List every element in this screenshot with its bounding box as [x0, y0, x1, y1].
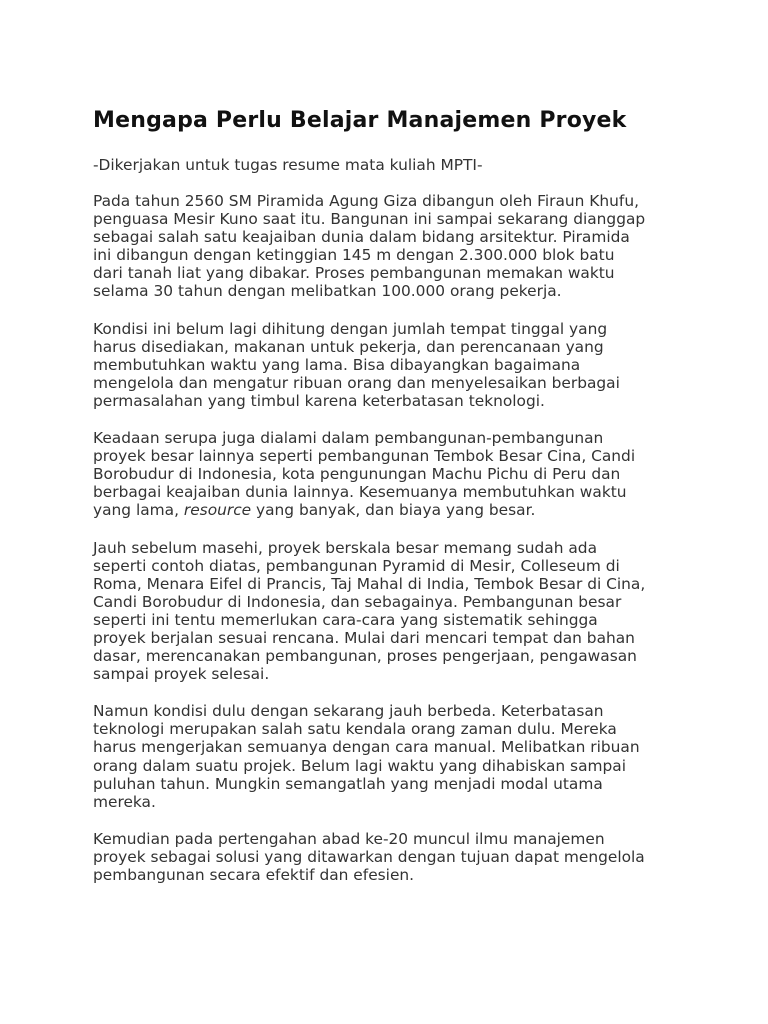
paragraph-line: Candi Borobudur di Indonesia, dan sebagainya. Pembangunan besar	[93, 592, 622, 611]
paragraph-line: penguasa Mesir Kuno saat itu. Bangunan ini sampai sekarang dianggap	[93, 210, 646, 229]
paragraph-line: Pada tahun 2560 SM Piramida Agung Giza dibangun oleh Firaun Khufu,	[93, 192, 639, 210]
paragraph-line: Borobudur di Indonesia, kota pengunungan Machu Pichu di Peru dan	[93, 465, 621, 484]
paragraph-line: proyek besar lainnya seperti pembangunan Tembok Besar Cina, Candi	[93, 447, 636, 466]
paragraph-line: Keadaan serupa juga dialami dalam pembangunan-pembangunan	[93, 429, 604, 448]
paragraph-line: proyek berjalan sesuai rencana. Mulai dari mencari tempat dan bahan	[93, 628, 635, 647]
paragraph-line: harus mengerjakan semuanya dengan cara manual. Melibatkan ribuan	[93, 738, 640, 757]
paragraph-5	[93, 702, 683, 811]
paragraph-line: mereka.	[93, 792, 156, 811]
paragraph-line: Roma, Menara Eifel di Prancis, Taj Mahal di India, Tembok Besar di Cina,	[93, 574, 646, 593]
paragraph-line: proyek sebagai solusi yang ditawarkan dengan tujuan dapat mengelola	[93, 847, 645, 866]
text-run: yang banyak, dan biaya yang besar.	[251, 501, 536, 520]
paragraph-line	[93, 501, 683, 519]
paragraph-line: Kondisi ini belum lagi dihitung dengan jumlah tempat tinggal yang	[93, 319, 608, 338]
paragraph-line: seperti contoh diatas, pembangunan Pyramid di Mesir, Colleseum di	[93, 556, 620, 575]
paragraph-line: harus disediakan, makanan untuk pekerja, dan perencanaan yang	[93, 337, 604, 356]
document-subtitle: -Dikerjakan untuk tugas resume mata kuliah MPTI-	[93, 156, 483, 174]
paragraph-2	[93, 320, 683, 410]
paragraph-line: ini dibangun dengan ketinggian 145 m dengan 2.300.000 blok batu	[93, 246, 615, 265]
paragraph-line: berbagai keajaiban dunia lainnya. Kesemuanya membutuhkan waktu	[93, 483, 627, 502]
paragraph-line: Namun kondisi dulu dengan sekarang jauh berbeda. Keterbatasan	[93, 702, 604, 721]
paragraph-line: seperti ini tentu memerlukan cara-cara yang sistematik sehingga	[93, 610, 598, 629]
paragraph-3	[93, 429, 683, 519]
paragraph-line: dari tanah liat yang dibakar. Proses pembangunan memakan waktu	[93, 264, 615, 283]
italic-term: resource	[183, 501, 252, 520]
document-body	[93, 106, 683, 903]
paragraph-line: sebagai salah satu keajaiban dunia dalam bidang arsitektur. Piramida	[93, 228, 630, 247]
paragraph-line: pembangunan secara efektif dan efesien.	[93, 866, 415, 884]
paragraph-line: puluhan tahun. Mungkin semangatlah yang menjadi modal utama	[93, 774, 603, 793]
paragraph-line: membutuhkan waktu yang lama. Bisa dibayangkan bagaimana	[93, 355, 581, 374]
text-run: yang lama,	[93, 501, 184, 520]
paragraph-line: selama 30 tahun dengan melibatkan 100.000 orang pekerja.	[93, 282, 562, 301]
paragraph-line: permasalahan yang timbul karena keterbatasan teknologi.	[93, 391, 545, 410]
paragraph-line: teknologi merupakan salah satu kendala orang zaman dulu. Mereka	[93, 720, 617, 739]
paragraph-4	[93, 539, 683, 684]
document-title: Mengapa Perlu Belajar Manajemen Proyek	[93, 108, 627, 133]
paragraph-1	[93, 192, 683, 301]
paragraph-line: Jauh sebelum masehi, proyek berskala besar memang sudah ada	[93, 538, 598, 557]
paragraph-line: orang dalam suatu projek. Belum lagi waktu yang dihabiskan sampai	[93, 756, 626, 775]
paragraph-line: dasar, merencanakan pembangunan, proses pengerjaan, pengawasan	[93, 647, 637, 666]
paragraph-line: mengelola dan mengatur ribuan orang dan menyelesaikan berbagai	[93, 373, 620, 392]
paragraph-line: Kemudian pada pertengahan abad ke-20 muncul ilmu manajemen	[93, 829, 605, 848]
paragraph-line: sampai proyek selesai.	[93, 665, 270, 684]
paragraph-6	[93, 830, 683, 884]
